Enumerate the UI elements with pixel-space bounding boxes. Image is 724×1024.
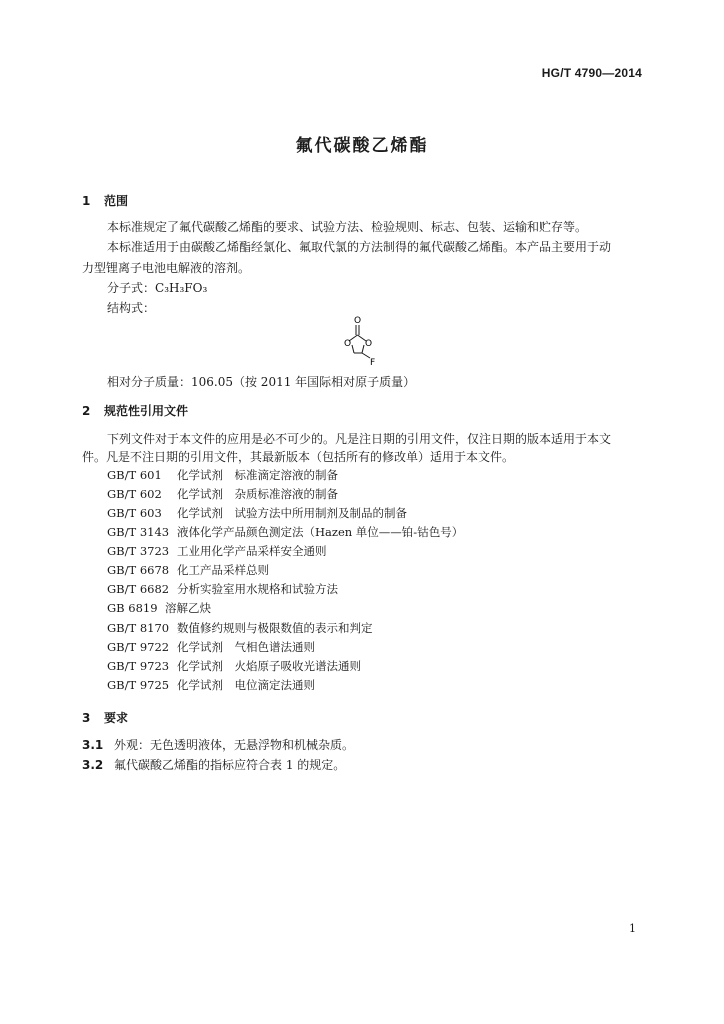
structure-label: 结构式： (107, 301, 156, 315)
reference-item (107, 562, 269, 578)
section-number: 3 (82, 711, 91, 725)
structural-formula (340, 315, 390, 371)
reference-title: 溶解乙炔 (165, 601, 211, 615)
reference-title: 化学试剂 试验方法中所用制剂及制品的制备 (177, 506, 407, 520)
reference-title: 化学试剂 气相色谱法通则 (177, 640, 315, 654)
ring-bond-4 (362, 345, 364, 353)
reference-title: 化学试剂 杂质标准溶液的制备 (177, 487, 338, 501)
reference-code: GB/T 9723 (107, 659, 170, 673)
reference-item (107, 677, 315, 693)
reference-code: GB 6819 (107, 601, 158, 615)
reference-title: 数值修约规则与极限数值的表示和判定 (177, 621, 373, 635)
section-title: 规范性引用文件 (104, 404, 189, 418)
reference-code: GB/T 6678 (107, 563, 170, 577)
reference-item (107, 543, 327, 559)
requirement-text: 外观：无色透明液体，无悬浮物和机械杂质。 (114, 738, 355, 752)
reference-code: GB/T 9722 (107, 640, 170, 654)
reference-code: GB/T 3143 (107, 525, 170, 539)
requirement-number: 3.1 (82, 738, 104, 752)
section-3-heading (82, 709, 128, 726)
reference-item (107, 581, 338, 597)
reference-code: GB/T 603 (107, 506, 162, 520)
requirement-item (82, 736, 354, 753)
ring-oxygen-left: O (344, 339, 352, 349)
reference-item (107, 620, 373, 636)
reference-title: 化学试剂 火焰原子吸收光谱法通则 (177, 659, 361, 673)
scope-paragraph-1: 本标准规定了氟代碳酸乙烯酯的要求、试验方法、检验规则、标志、包装、运输和贮存等。 (107, 220, 588, 234)
requirement-number: 3.2 (82, 758, 104, 772)
section-title: 范围 (104, 194, 129, 208)
reference-item (107, 505, 407, 521)
reference-item (107, 524, 463, 540)
reference-code: GB/T 601 (107, 468, 162, 482)
requirement-item (82, 756, 345, 773)
reference-item (107, 600, 211, 616)
reference-item (107, 467, 338, 483)
scope-paragraph-2-line-1: 本标准适用于由碳酸乙烯酯经氯化、氟取代氯的方法制得的氟代碳酸乙烯酯。本产品主要用于动 (107, 240, 612, 254)
reference-title: 分析实验室用水规格和试验方法 (177, 582, 338, 596)
ring-oxygen-right: O (365, 339, 373, 349)
reference-code: GB/T 9725 (107, 678, 170, 692)
reference-code: GB/T 6682 (107, 582, 170, 596)
reference-item (107, 486, 338, 502)
scope-paragraph-2-line-2: 力型锂离子电池电解液的溶剂。 (82, 261, 251, 275)
formula-label: 分子式： (107, 281, 156, 295)
document-title: 氟代碳酸乙烯酯 (295, 136, 429, 156)
fluorine-bond (362, 353, 370, 358)
molecular-formula (107, 279, 207, 296)
references-intro-line-1: 下列文件对于本文件的应用是必不可少的。凡是注日期的引用文件，仅注日期的版本适用于本文 (107, 432, 612, 446)
reference-title: 工业用化学产品采样安全通则 (177, 544, 327, 558)
fluorine-atom: F (370, 358, 376, 368)
reference-title: 化工产品采样总则 (177, 563, 269, 577)
relative-molecular-mass: 相对分子质量：106.05（按 2011 年国际相对原子质量） (107, 375, 416, 389)
references-intro-line-2: 件。凡是不注日期的引用文件，其最新版本（包括所有的修改单）适用于本文件。 (82, 450, 515, 464)
reference-item (107, 639, 315, 655)
reference-title: 化学试剂 标准滴定溶液的制备 (177, 468, 338, 482)
reference-code: GB/T 8170 (107, 621, 170, 635)
reference-title: 液体化学产品颜色测定法（Hazen 单位——铂-钴色号） (177, 525, 464, 539)
formula-value: C₃H₃FO₃ (155, 281, 208, 295)
section-2-heading (82, 402, 188, 419)
section-title: 要求 (104, 711, 129, 725)
section-number: 1 (82, 194, 91, 208)
section-1-heading (82, 192, 128, 209)
reference-code: GB/T 602 (107, 487, 162, 501)
reference-code: GB/T 3723 (107, 544, 170, 558)
section-number: 2 (82, 404, 91, 418)
standard-number: HG/T 4790—2014 (541, 66, 642, 80)
ring-bond-3 (352, 345, 354, 353)
requirement-text: 氟代碳酸乙烯酯的指标应符合表 1 的规定。 (114, 758, 346, 772)
page-number: 1 (629, 922, 636, 935)
carbonyl-oxygen: O (354, 316, 362, 326)
reference-item (107, 658, 361, 674)
reference-title: 化学试剂 电位滴定法通则 (177, 678, 315, 692)
